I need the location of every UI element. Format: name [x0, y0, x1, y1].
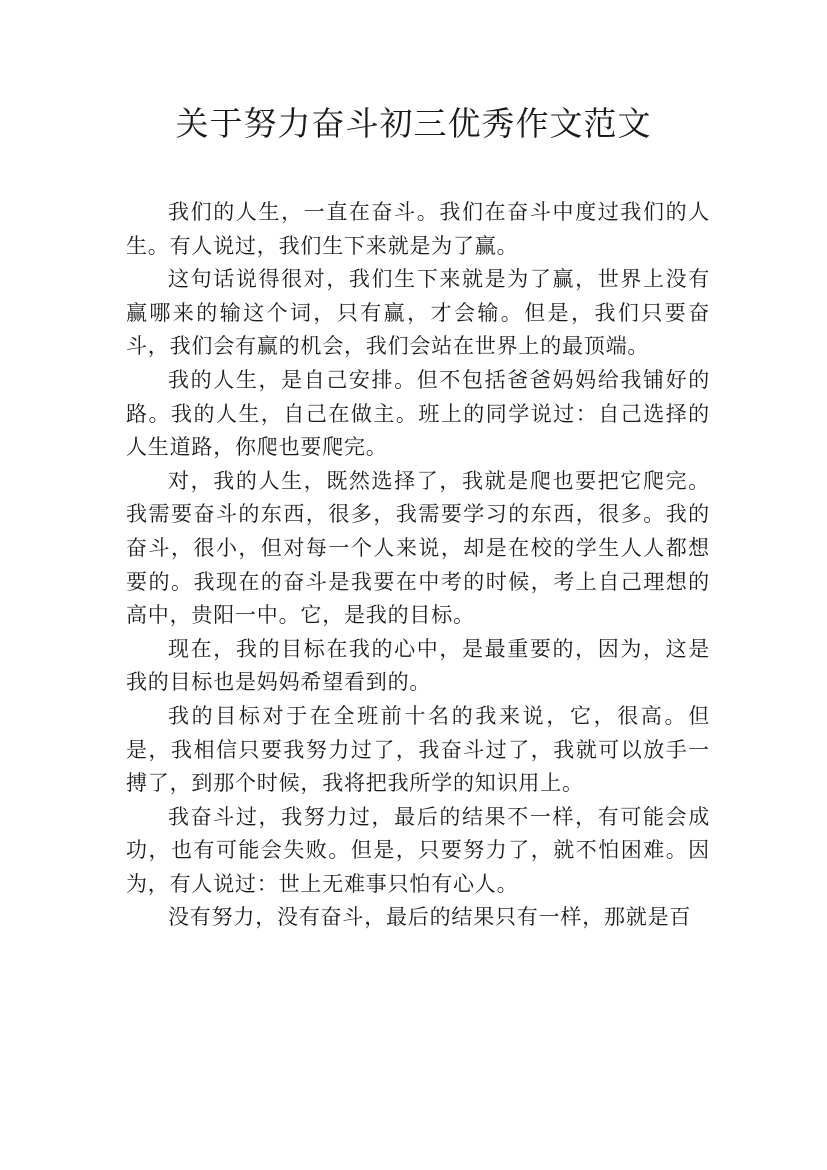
paragraph: 我奋斗过，我努力过，最后的结果不一样，有可能会成功，也有可能会失败。但是，只要努力了，就不怕困难。因为，有人说过：世上无难事只怕有心人。 — [126, 804, 710, 896]
document-title: 关于努力奋斗初三优秀作文范文 — [175, 104, 652, 143]
paragraph: 我们的人生，一直在奋斗。我们在奋斗中度过我们的人生。有人说过，我们生下来就是为了赢。 — [126, 200, 710, 258]
paragraph: 这句话说得很对，我们生下来就是为了赢，世界上没有赢哪来的输这个词，只有赢，才会输。但是，我们只要奋斗，我们会有赢的机会，我们会站在世界上的最顶端。 — [126, 267, 710, 359]
paragraph: 我的人生，是自己安排。但不包括爸爸妈妈给我铺好的路。我的人生，自己在做主。班上的同学说过：自己选择的人生道路，你爬也要爬完。 — [126, 367, 710, 460]
document-body — [126, 196, 710, 935]
paragraph: 没有努力，没有奋斗，最后的结果只有一样，那就是百 — [168, 905, 692, 930]
paragraph: 现在，我的目标在我的心中，是最重要的，因为，这是我的目标也是妈妈希望看到的。 — [126, 636, 710, 695]
paragraph: 对，我的人生，既然选择了，我就是爬也要把它爬完。我需要奋斗的东西，很多，我需要学习的东西，很多。我的奋斗，很小，但对每一个人来说，却是在校的学生人人都想要的。我现在的奋斗是我要在中考的时候，考上自己理想的高中，贵阳一中。它，是我的目标。 — [126, 468, 710, 628]
paragraph: 我的目标对于在全班前十名的我来说，它，很高。但是，我相信只要我努力过了，我奋斗过了，我就可以放手一搏了，到那个时候，我将把我所学的知识用上。 — [126, 703, 710, 796]
